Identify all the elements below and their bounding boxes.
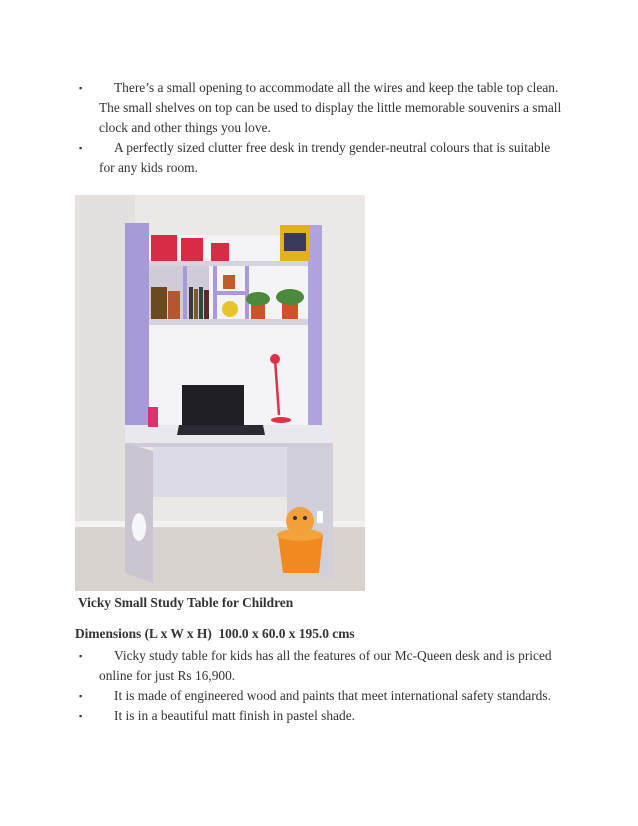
bullet-marker: ▪ <box>79 143 83 153</box>
list-item <box>0 138 638 178</box>
bottom-bullet-list <box>0 646 638 726</box>
bullet-marker: ▪ <box>79 651 83 661</box>
study-table-photo <box>75 195 365 591</box>
list-item <box>0 78 638 138</box>
bullet-text: There’s a small opening to accommodate all the wires and keep the table top clean. The small shelves on top can be used to display the little memorable souvenirs a small clock and other things you love. <box>99 80 562 135</box>
bullet-marker: ▪ <box>79 711 83 721</box>
top-bullet-list <box>0 78 638 178</box>
list-item <box>0 646 638 686</box>
list-item <box>0 706 638 726</box>
bullet-text: Vicky study table for kids has all the features of our Mc-Queen desk and is priced online for just Rs 16,900. <box>99 648 552 683</box>
bullet-marker: ▪ <box>79 691 83 701</box>
dimensions-heading: Dimensions (L x W x H) 100.0 x 60.0 x 195.0 cms <box>75 626 355 641</box>
bullet-text: A perfectly sized clutter free desk in trendy gender-neutral colours that is suitable for any kids room. <box>99 140 551 175</box>
bullet-text: It is made of engineered wood and paints that meet international safety standards. <box>114 688 551 703</box>
figure-caption: Vicky Small Study Table for Children <box>78 595 294 610</box>
bullet-marker: ▪ <box>79 83 83 93</box>
bullet-text: It is in a beautiful matt finish in pastel shade. <box>114 708 355 723</box>
list-item <box>0 686 638 706</box>
